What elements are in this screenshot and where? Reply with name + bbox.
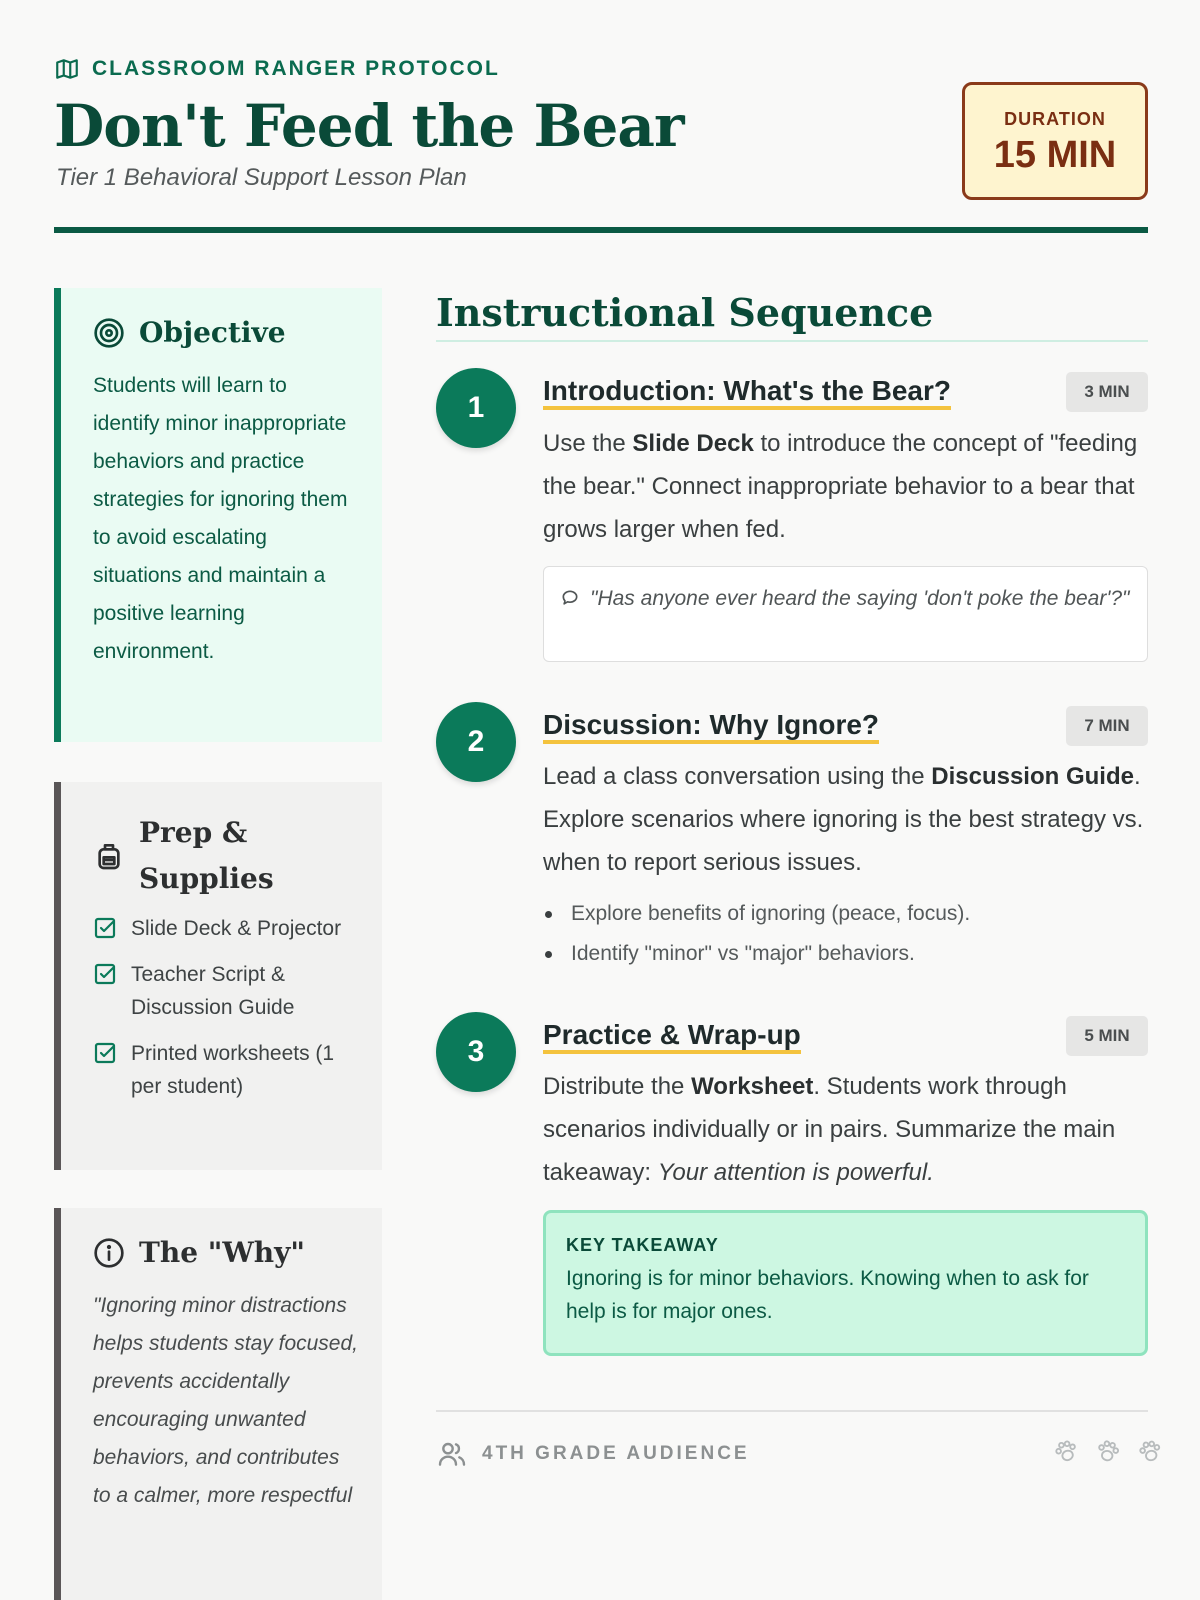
supply-item-label: Slide Deck & Projector [131,917,342,940]
quote-text: "Has anyone ever heard the saying 'don't poke the bear'?" [590,587,1130,610]
step-body-bold: Worksheet [691,1073,814,1100]
target-icon [93,317,125,349]
audience-text: 4TH GRADE AUDIENCE [482,1443,750,1464]
objective-text: Students will learn to identify minor inappropriate behaviors and practice strategies for ignoring them to avoid escalating situations and maintain a positive learning environment. [93,374,348,663]
step-body-3 [543,1065,1153,1194]
prep-card [54,782,382,1170]
step-number-2: 2 [436,702,516,782]
info-icon [93,1237,125,1269]
bullet-item: Identify "minor" vs "major" behaviors. [543,934,1143,974]
eyebrow [54,56,500,82]
sequence-divider [436,340,1148,342]
step-duration-1: 3 MIN [1066,372,1148,412]
why-text: "Ignoring minor distractions helps students stay focused, prevents accidentally encouraging unwanted behaviors, and contributes to a calmer, more respectful [93,1294,358,1507]
checkbox-checked-icon [93,962,117,986]
eyebrow-text: CLASSROOM RANGER PROTOCOL [92,57,500,80]
map-icon [54,56,80,82]
supply-item [93,958,358,1024]
takeaway-label: KEY TAKEAWAY [566,1235,719,1255]
objective-title: Objective [139,316,286,349]
step-duration-2: 7 MIN [1066,706,1148,746]
header-divider [54,227,1148,233]
checkbox-checked-icon [93,1041,117,1065]
paw-print-icon [1133,1434,1167,1468]
why-title: The "Why" [139,1236,306,1269]
paw-prints-decoration [1052,1437,1164,1465]
step-number-1: 1 [436,368,516,448]
step-body-italic: Your attention is powerful. [657,1159,934,1186]
discussion-bullets [543,894,1143,974]
duration-label: DURATION [1004,109,1106,129]
why-heading [93,1236,358,1269]
supply-item [93,1037,358,1103]
users-icon [436,1438,468,1470]
why-card [54,1208,382,1600]
prep-title: Prep & Supplies [139,816,274,895]
paw-print-icon [1092,1435,1124,1467]
duration-value: 15 MIN [993,134,1117,176]
checkbox-checked-icon [93,916,117,940]
step-body-text: Distribute the [543,1073,692,1100]
page-subtitle: Tier 1 Behavioral Support Lesson Plan [56,164,467,191]
step-body-text: Lead a class conversation using the [543,763,932,790]
step-body-text: to introduce the concept of "feeding the bear." Connect inappropriate behavior to a bear that grows larger when fed. [543,430,1138,543]
speech-bubble-icon [560,588,580,608]
prep-heading [93,810,358,902]
paw-print-icon [1048,1433,1084,1469]
step-title-1: Introduction: What's the Bear? [543,376,951,410]
sequence-title: Instructional Sequence [436,290,934,335]
step-body-text: Use the [543,430,633,457]
audience-label [436,1438,750,1470]
takeaway-text: Ignoring is for minor behaviors. Knowing when to ask for help is for major ones. [566,1267,1089,1323]
objective-card [54,288,382,742]
duration-badge [962,82,1148,200]
step-number-3: 3 [436,1012,516,1092]
backpack-icon [93,840,125,872]
step-body-bold: Discussion Guide [931,763,1134,790]
page-title: Don't Feed the Bear [54,92,684,160]
bullet-item: Explore benefits of ignoring (peace, focus). [543,894,1143,934]
footer-divider [436,1410,1148,1412]
step-body-bold: Slide Deck [632,430,754,457]
step-title-2: Discussion: Why Ignore? [543,710,879,744]
supplies-list [93,912,358,1103]
step-body-text: . Students work through scenarios individually or in pairs. Summarize the main takeaway: [543,1073,1116,1186]
step-body-text: . Explore scenarios where ignoring is the best strategy vs. when to report serious issues. [543,763,1144,876]
supply-item-label: Printed worksheets (1 per student) [131,1042,335,1098]
step-duration-3: 5 MIN [1066,1016,1148,1056]
step-body-2 [543,755,1153,884]
key-takeaway-box [543,1210,1148,1356]
step-title-3: Practice & Wrap-up [543,1020,801,1054]
teacher-prompt-quote [543,566,1148,662]
step-body-1 [543,422,1153,551]
supply-item [93,912,358,945]
supply-item-label: Teacher Script & Discussion Guide [131,963,295,1019]
objective-heading [93,316,358,349]
